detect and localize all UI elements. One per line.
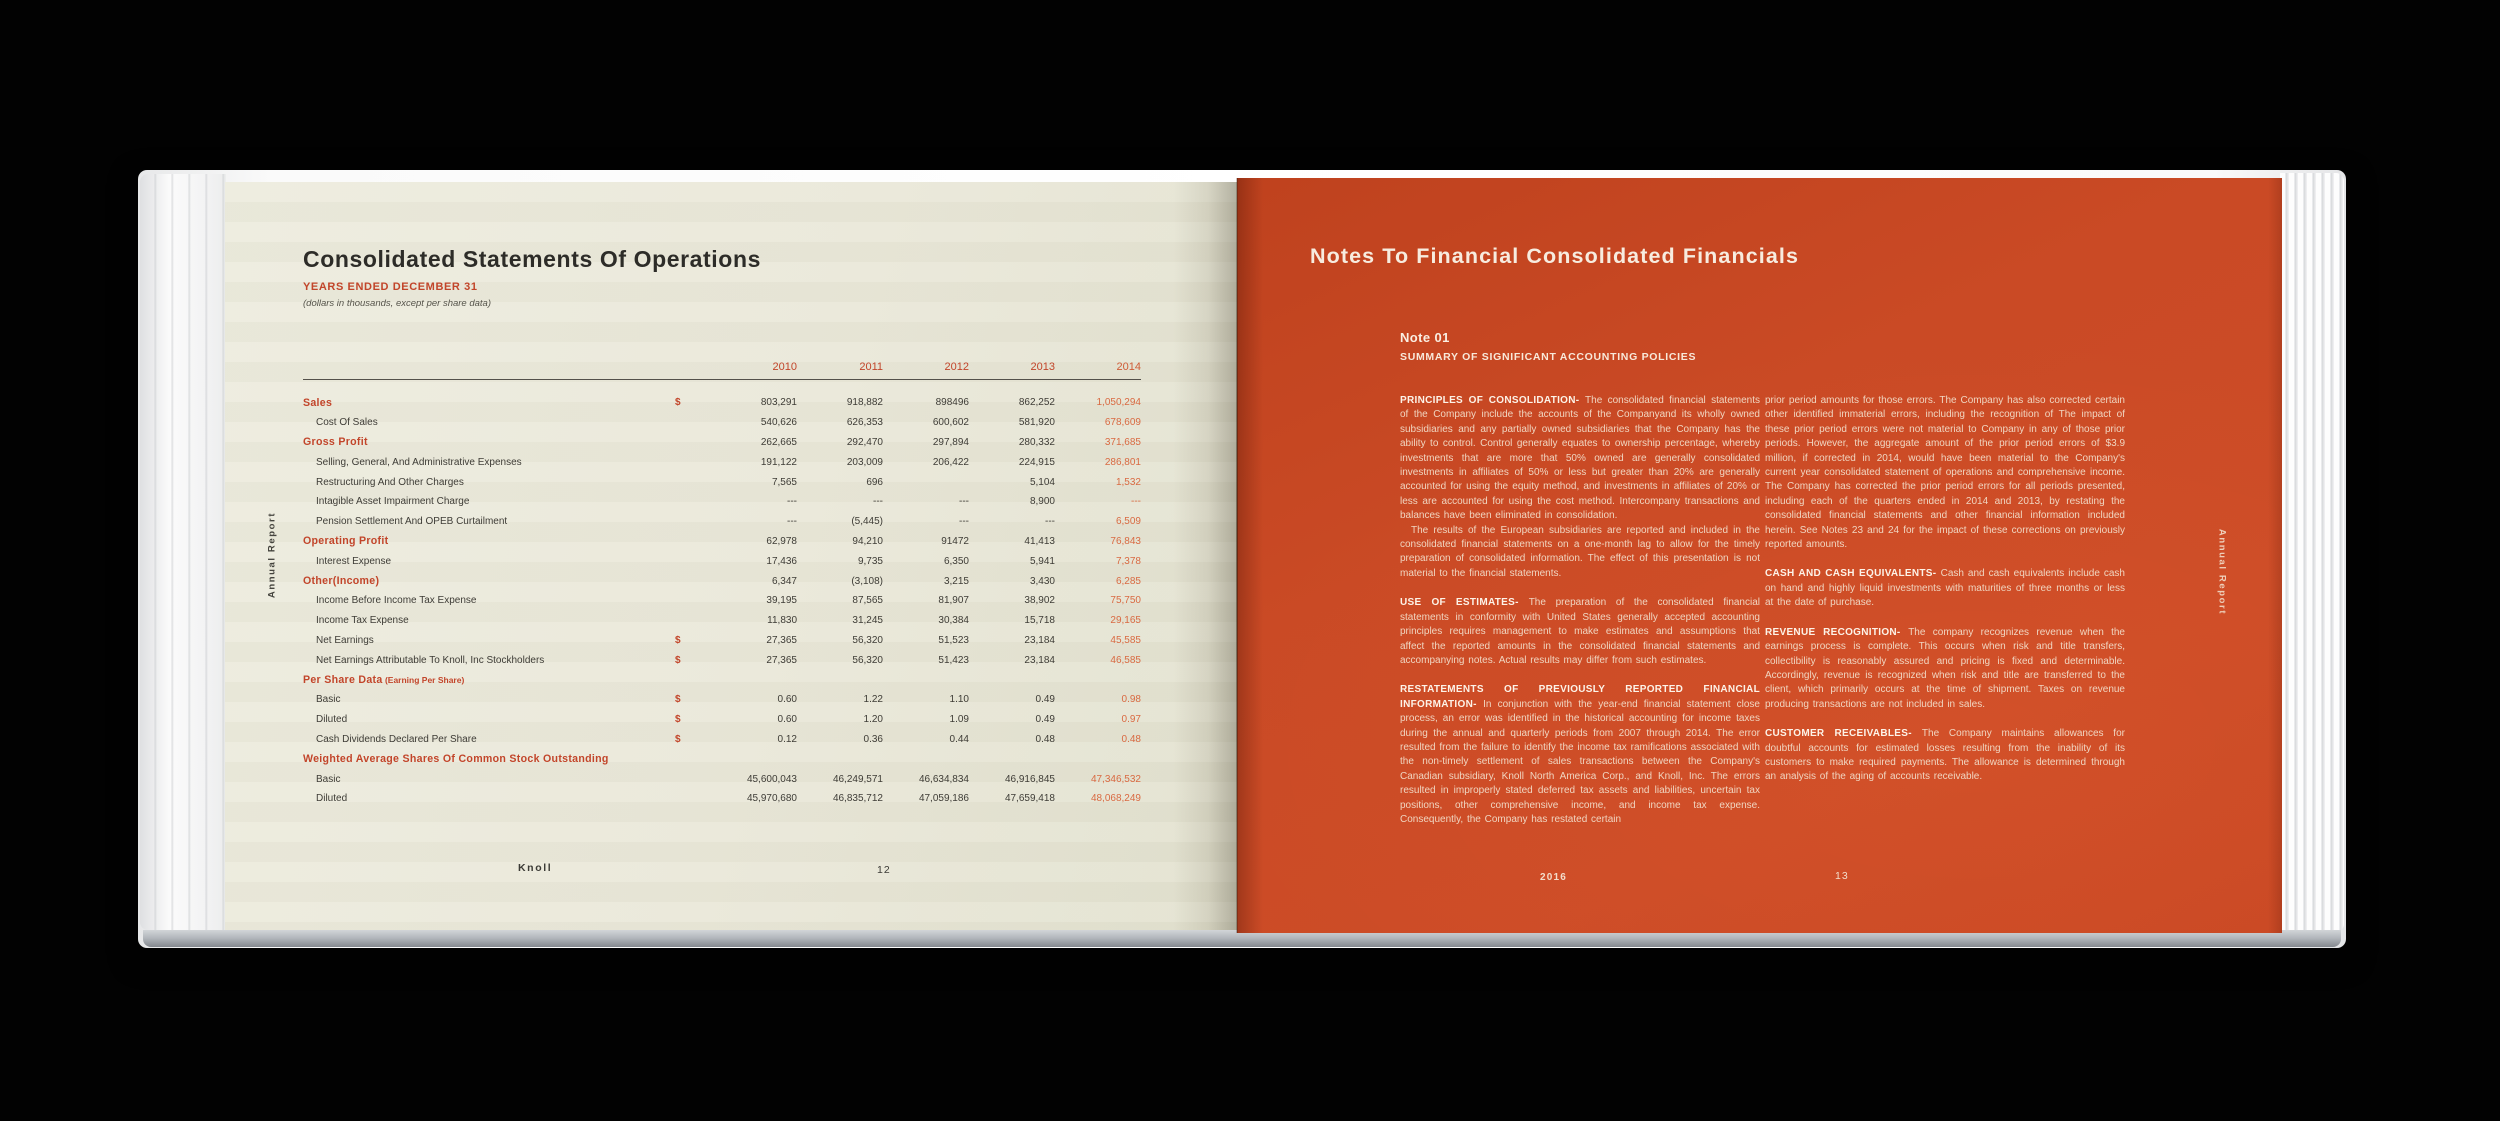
note-paragraph: The results of the European subsidiaries are reported and included in the consolidated financial statements on a one-month lag to allow for the timely preparation of consolidated information. The effect of this presentation is not material to the financial statements.: [1400, 524, 1760, 579]
dollar-sign: $: [675, 634, 681, 646]
cell-value: 678,609: [1104, 417, 1141, 429]
table-row: [303, 551, 1141, 571]
cell-value: 17,436: [766, 555, 797, 567]
page-stack-left: [140, 174, 226, 930]
cell-value: 87,565: [852, 595, 883, 607]
note-paragraph: CASH AND CASH EQUIVALENTS- Cash and cash equivalents include cash on hand and highly liquid investments with maturities of three months or less at the date of purchase.: [1765, 568, 2125, 609]
cell-value: (3,108): [851, 575, 883, 587]
row-label: Cost Of Sales: [316, 417, 378, 429]
table-row: [303, 769, 1141, 789]
cell-value: 918,882: [846, 397, 883, 409]
row-label-suffix: (Earning Per Share): [382, 675, 465, 686]
cell-value: 292,470: [846, 436, 883, 448]
row-label: Intagible Asset Impairment Charge: [316, 496, 470, 508]
note-section-head: USE OF ESTIMATES-: [1400, 597, 1529, 609]
row-label: Restructuring And Other Charges: [316, 476, 464, 488]
notes-column-1: [1400, 394, 1760, 827]
table-row: [303, 591, 1141, 611]
cell-value: 27,365: [766, 654, 797, 666]
row-label: Net Earnings: [316, 634, 374, 646]
cell-value: 3,215: [943, 575, 969, 587]
cell-value: 1,050,294: [1096, 397, 1141, 409]
table-row: [303, 492, 1141, 512]
cell-value: ---: [959, 516, 969, 528]
cell-value: 1.09: [949, 714, 969, 726]
cell-value: 262,665: [760, 436, 797, 448]
cell-value: 23,184: [1024, 634, 1055, 646]
cell-value: 6,509: [1115, 516, 1141, 528]
table-row: [303, 611, 1141, 631]
cell-value: 0.60: [777, 694, 797, 706]
row-label: Gross Profit: [303, 436, 368, 449]
cell-value: 371,685: [1104, 436, 1141, 448]
row-label: Weighted Average Shares Of Common Stock Outstanding: [303, 753, 609, 766]
cell-value: ---: [959, 496, 969, 508]
cell-value: 0.97: [1121, 714, 1141, 726]
cell-value: 31,245: [852, 615, 883, 627]
cell-value: 81,907: [938, 595, 969, 607]
cell-value: 29,165: [1110, 615, 1141, 627]
cell-value: 0.48: [1121, 733, 1141, 745]
units-note: (dollars in thousands, except per share data): [303, 298, 491, 309]
cell-value: 47,659,418: [1004, 793, 1055, 805]
cell-value: 6,285: [1115, 575, 1141, 587]
cell-value: ---: [1045, 516, 1055, 528]
row-label: Net Earnings Attributable To Knoll, Inc Stockholders: [316, 654, 545, 666]
cell-value: 9,735: [857, 555, 883, 567]
brand-footer: Knoll: [518, 862, 553, 874]
right-page-number: 13: [1835, 870, 1849, 882]
note-section-head: REVENUE RECOGNITION-: [1765, 626, 1909, 638]
cell-value: 41,413: [1024, 535, 1055, 547]
left-side-label: Annual Report: [266, 511, 278, 599]
row-label: Diluted: [316, 714, 348, 726]
row-label: Operating Profit: [303, 535, 389, 548]
cell-value: 1,532: [1115, 476, 1141, 488]
row-label: Interest Expense: [316, 555, 392, 567]
row-label: Sales: [303, 396, 333, 409]
cell-value: 581,920: [1018, 417, 1055, 429]
right-page: [1237, 178, 2282, 933]
page-title: Consolidated Statements Of Operations: [303, 246, 761, 272]
cell-value: 0.36: [863, 733, 883, 745]
cell-value: 0.60: [777, 714, 797, 726]
operations-table-years: [303, 358, 1141, 376]
cell-value: 47,346,532: [1090, 773, 1141, 785]
operations-table: [303, 358, 1141, 809]
table-row: [303, 650, 1141, 670]
cell-value: 39,195: [766, 595, 797, 607]
cell-value: 62,978: [766, 535, 797, 547]
cell-value: 0.48: [1035, 733, 1055, 745]
note-section-head: RESTATEMENTS OF PREVIOUSLY REPORTED FINANCIAL INFORMATION-: [1400, 684, 1760, 710]
cell-value: 803,291: [760, 397, 797, 409]
cell-value: 224,915: [1018, 456, 1055, 468]
cell-value: ---: [787, 516, 797, 528]
row-label: Per Share Data (Earning Per Share): [303, 674, 465, 687]
row-label: Basic: [316, 773, 341, 785]
page-subtitle: YEARS ENDED DECEMBER 31: [303, 281, 478, 293]
table-row: [303, 512, 1141, 532]
cell-value: 1.22: [863, 694, 883, 706]
cell-value: 51,523: [938, 634, 969, 646]
row-label: Diluted: [316, 793, 348, 805]
table-row: [303, 452, 1141, 472]
cell-value: 696: [866, 476, 883, 488]
row-label: Pension Settlement And OPEB Curtailment: [316, 516, 508, 528]
table-row: [303, 532, 1141, 552]
cell-value: 46,916,845: [1004, 773, 1055, 785]
note-section-head: CASH AND CASH EQUIVALENTS-: [1765, 568, 1941, 580]
right-side-label: Annual Report: [2216, 528, 2228, 616]
cell-value: 898496: [935, 397, 969, 409]
dollar-sign: $: [675, 654, 681, 666]
row-label: Income Before Income Tax Expense: [316, 595, 477, 607]
table-row: [303, 730, 1141, 750]
cell-value: 0.98: [1121, 694, 1141, 706]
note-heading: SUMMARY OF SIGNIFICANT ACCOUNTING POLICIES: [1400, 351, 1697, 363]
cell-value: 0.44: [949, 733, 969, 745]
table-row: [303, 433, 1141, 453]
cell-value: 45,970,680: [746, 793, 797, 805]
dollar-sign: $: [675, 733, 681, 745]
table-row: [303, 631, 1141, 651]
cell-value: 600,602: [932, 417, 969, 429]
row-label: Cash Dividends Declared Per Share: [316, 733, 477, 745]
annual-report-book: [138, 170, 2346, 948]
table-row: [303, 690, 1141, 710]
cell-value: 5,941: [1029, 555, 1055, 567]
table-row: [303, 670, 1141, 690]
cell-value: 91472: [941, 535, 969, 547]
row-label: Income Tax Expense: [316, 615, 409, 627]
page-stack-right: [2280, 173, 2344, 932]
cell-value: 626,353: [846, 417, 883, 429]
notes-title: Notes To Financial Consolidated Financials: [1310, 244, 1800, 268]
cell-value: 280,332: [1018, 436, 1055, 448]
cell-value: ---: [873, 496, 883, 508]
note-paragraph: RESTATEMENTS OF PREVIOUSLY REPORTED FINANCIAL INFORMATION- In conjunction with the year-end financial statement close process, an error was identified in the historical accounting for income taxes during the annual and quarterly periods from 2007 through 2014. The error resulted from the failure to identify the income tax ramifications associated with the non-timely settlement of sales transactions between the Company's Canadian subsidiary, Knoll North America Corp., and Knoll, Inc. The errors resulted in improperly stated deferred tax assets and liabilities, uncertain tax positions, other comprehensive income, and income tax expense. Consequently, the Company has restated certain: [1400, 684, 1760, 825]
row-label: Basic: [316, 694, 341, 706]
cell-value: 76,843: [1110, 535, 1141, 547]
cell-value: 0.12: [777, 733, 797, 745]
cell-value: 7,378: [1115, 555, 1141, 567]
cell-value: 46,634,834: [918, 773, 969, 785]
cell-value: 297,894: [932, 436, 969, 448]
cell-value: 56,320: [852, 634, 883, 646]
year-header: 2011: [859, 361, 883, 373]
cell-value: 27,365: [766, 634, 797, 646]
cell-value: 206,422: [932, 456, 969, 468]
year-header: 2014: [1116, 361, 1141, 373]
cell-value: 203,009: [846, 456, 883, 468]
cell-value: 1.10: [949, 694, 969, 706]
table-row: [303, 393, 1141, 413]
year-header: 2013: [1030, 361, 1055, 373]
cell-value: 48,068,249: [1090, 793, 1141, 805]
left-page: [225, 182, 1237, 930]
cell-value: ---: [1131, 496, 1141, 508]
note-paragraph: PRINCIPLES OF CONSOLIDATION- The consolidated financial statements of the Company include the accounts of the Companyand its wholly owned subsidiaries and any partially owned subsidiaries that the Company has the ability to control. Control generally equates to ownership percentage, whereby investments that are more that 50% owned are generally consolidated investments in affiliates of 50% or less but greater than 20% are generally accounted for using the equity method, and investments in affiliates of 20% or less are accounted for using the cost method. Intercompany transactions and balances have been eliminated in consolidation.: [1400, 395, 1760, 522]
cell-value: 11,830: [767, 615, 797, 627]
book-spine: [1236, 178, 1238, 933]
note-paragraph: REVENUE RECOGNITION- The company recognizes revenue when the earnings process is complete. This occurs when risk and title transfers, collectibility is reasonably assured and pricing is fixed and determinable. Accordingly, revenue is recognized when risk and title are transferred to the client, which primarily occurs at the time of shipment. Taxes on revenue producing transactions are not included in sales.: [1765, 626, 2125, 710]
note-number: Note 01: [1400, 330, 1450, 345]
cell-value: 75,750: [1110, 595, 1141, 607]
cell-value: 23,184: [1024, 654, 1055, 666]
cell-value: 862,252: [1018, 397, 1055, 409]
cell-value: 8,900: [1029, 496, 1055, 508]
table-row: [303, 749, 1141, 769]
cell-value: 38,902: [1024, 595, 1055, 607]
cell-value: 6,347: [771, 575, 797, 587]
notes-column-2: [1765, 394, 2125, 785]
note-paragraph: USE OF ESTIMATES- The preparation of the consolidated financial statements in conformity with United States generally accepted accounting principles requires management to make estimates and assumptions that affect the reported amounts in the consolidated financial statements and accompanying notes. Actual results may differ from such estimates.: [1400, 597, 1761, 666]
cell-value: ---: [787, 496, 797, 508]
dollar-sign: $: [675, 714, 681, 726]
cell-value: 47,059,186: [918, 793, 969, 805]
dollar-sign: $: [675, 397, 681, 409]
row-label: Other(Income): [303, 575, 380, 588]
cell-value: 56,320: [852, 654, 883, 666]
note-paragraph: prior period amounts for those errors. The Company has also corrected certain other identified immaterial errors, including the recognition of The impact of these prior period errors were not material to Company in any of those prior periods. However, the aggregate amount of the prior period errors of $3.9 million, if corrected in 2014, would have been material to the Company's current year consolidated statement of operations and comprehensive income. The Company has corrected the prior period errors for all periods presented, including each of the quarters ended in 2014 and 2013, by restating the consolidated financial statements and other financial information included herein. See Notes 23 and 24 for the impact of these corrections on previously reported amounts.: [1765, 395, 2125, 551]
year-header: 2012: [944, 361, 969, 373]
cell-value: 7,565: [771, 476, 797, 488]
cell-value: 15,718: [1024, 615, 1055, 627]
table-row: [303, 571, 1141, 591]
cell-value: 6,350: [943, 555, 969, 567]
cell-value: 191,122: [760, 456, 797, 468]
cell-value: (5,445): [851, 516, 883, 528]
cell-value: 5,104: [1029, 476, 1055, 488]
table-row: [303, 472, 1141, 492]
operations-table-body: [303, 380, 1141, 809]
note-paragraph: CUSTOMER RECEIVABLES- The Company maintains allowances for doubtful accounts for estimated losses resulting from the inability of its customers to make required payments. The allowance is determined through an analysis of the aging of accounts receivable.: [1765, 728, 2125, 783]
cell-value: 46,249,571: [832, 773, 883, 785]
note-section-head: CUSTOMER RECEIVABLES-: [1765, 728, 1922, 740]
cell-value: 94,210: [852, 535, 883, 547]
table-row: [303, 413, 1141, 433]
year-header: 2010: [772, 361, 797, 373]
left-page-number: 12: [877, 864, 891, 876]
cell-value: 3,430: [1029, 575, 1055, 587]
cell-value: 45,585: [1110, 634, 1141, 646]
cell-value: 46,585: [1110, 654, 1141, 666]
year-footer: 2016: [1540, 872, 1568, 883]
cell-value: 286,801: [1104, 456, 1141, 468]
row-label: Selling, General, And Administrative Expenses: [316, 456, 522, 468]
cell-value: 0.49: [1035, 714, 1055, 726]
note-section-head: PRINCIPLES OF CONSOLIDATION-: [1400, 395, 1586, 406]
cell-value: 540,626: [760, 417, 797, 429]
cell-value: 51,423: [938, 654, 969, 666]
cell-value: 46,835,712: [832, 793, 883, 805]
cell-value: 45,600,043: [746, 773, 797, 785]
cell-value: 30,384: [938, 615, 969, 627]
table-row: [303, 710, 1141, 730]
cell-value: 0.49: [1035, 694, 1055, 706]
cell-value: 1.20: [863, 714, 883, 726]
dollar-sign: $: [675, 694, 681, 706]
table-row: [303, 789, 1141, 809]
